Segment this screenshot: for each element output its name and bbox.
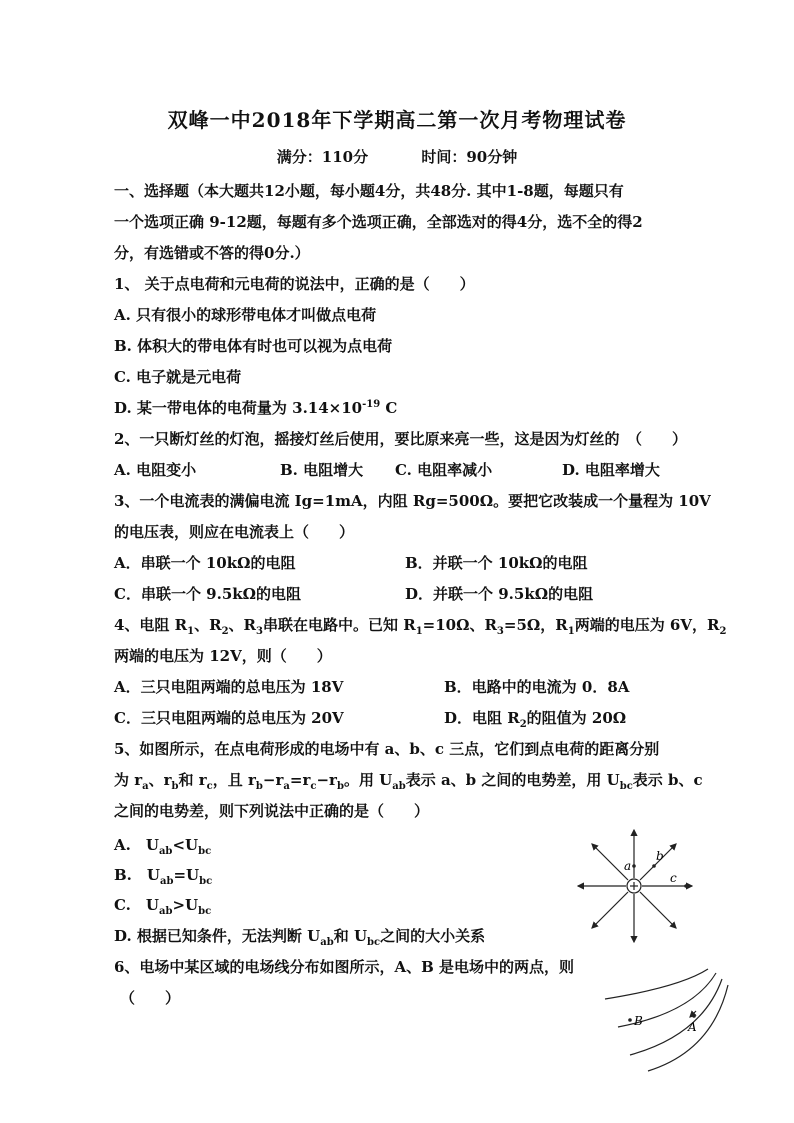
q5-field-figure	[574, 826, 694, 946]
time-limit: 时间：90分钟	[421, 148, 518, 166]
full-score: 满分：110分	[276, 148, 369, 166]
q5-stem-3: 之间的电势差，则下列说法中正确的是（ ）	[114, 802, 430, 820]
section-intro-1: 一、选择题（本大题共12小题，每小题4分，共48分. 其中1-8题，每题只有	[114, 182, 624, 200]
q4-option-a: A．三只电阻两端的总电压为 18V	[114, 678, 344, 696]
q6-stem-2: （ ）	[120, 989, 181, 1007]
q5-option-d: D. 根据已知条件，无法判断 $U_{ab}$和 $U_{bc}$之间的大小关系	[114, 927, 486, 948]
label-B: B	[634, 1014, 643, 1028]
label-A: A	[688, 1020, 697, 1034]
q5-option-b: B. $U_{ab}=U_{bc}$	[114, 866, 213, 887]
q5-stem-2: 为 $r_a$、$r_b$和 $r_c$，且 $r_b-r_a=r_c-r_b$。用 $U_{ab}$表示 a、b 之间的电势差，用 $U_{bc}$表示 b、c	[114, 771, 703, 792]
q2-option-c: C. 电阻率减小	[395, 461, 493, 479]
label-b: b	[656, 849, 664, 863]
exam-meta	[0, 146, 794, 167]
q4-stem-2: 两端的电压为 12V，则（ ）	[114, 647, 332, 665]
q3-option-d: D．并联一个 9.5kΩ的电阻	[405, 585, 594, 603]
q2-option-b: B. 电阻增大	[280, 461, 364, 479]
q4-option-d: D．电阻 $R_2$的阻值为 20Ω	[444, 709, 627, 730]
q1-option-d: D. 某一带电体的电荷量为 $3.14\times 10^{-19}$ C	[114, 399, 398, 417]
q1-option-b: B. 体积大的带电体有时也可以视为点电荷	[114, 337, 393, 355]
q2-option-d: D. 电阻率增大	[562, 461, 660, 479]
q4-stem-1: 4、电阻 $R_1$、$R_2$、$R_3$串联在电路中。已知 $R_1=10\Omega$、$R_3=5\Omega$，$R_1$两端的电压为 6V，$R_2$	[114, 616, 727, 637]
q1-option-c: C. 电子就是元电荷	[114, 368, 242, 386]
q1-option-a: A. 只有很小的球形带电体才叫做点电荷	[114, 306, 377, 324]
section-intro-2: 一个选项正确 9-12题，每题有多个选项正确，全部选对的得4分，选不全的得2	[114, 213, 643, 231]
q2-stem: 2、一只断灯丝的灯泡，摇接灯丝后使用，要比原来亮一些，这是因为灯丝的 （ ）	[114, 430, 687, 448]
q3-stem-2: 的电压表，则应在电流表上（ ）	[114, 523, 355, 541]
q3-option-b: B．并联一个 10kΩ的电阻	[405, 554, 588, 572]
q6-stem-1: 6、电场中某区域的电场线分布如图所示，A、B 是电场中的两点，则	[114, 958, 574, 976]
q3-option-a: A．串联一个 10kΩ的电阻	[114, 554, 296, 572]
q6-field-figure	[600, 965, 730, 1075]
q1-stem: 1、 关于点电荷和元电荷的说法中，正确的是（ ）	[114, 275, 475, 293]
label-c: c	[670, 871, 677, 885]
q3-option-c: C．串联一个 9.5kΩ的电阻	[114, 585, 302, 603]
q5-option-c: C. $U_{ab}>U_{bc}$	[114, 896, 212, 917]
label-a: a	[624, 859, 632, 873]
q5-option-a: A. $U_{ab}<U_{bc}$	[114, 836, 212, 857]
q2-option-a: A. 电阻变小	[114, 461, 197, 479]
q3-stem-1: 3、一个电流表的满偏电流 Ig=1mA，内阻 Rg=500Ω。要把它改装成一个量程为 10V	[114, 492, 711, 510]
q4-option-c: C．三只电阻两端的总电压为 20V	[114, 709, 344, 727]
section-intro-3: 分，有选错或不答的得0分.）	[114, 244, 310, 262]
q4-option-b: B．电路中的电流为 0．8A	[444, 678, 630, 696]
exam-title: 双峰一中2018年下学期高二第一次月考物理试卷	[167, 108, 627, 132]
q5-stem-1: 5、如图所示，在点电荷形成的电场中有 a、b、c 三点，它们到点电荷的距离分别	[114, 740, 660, 758]
